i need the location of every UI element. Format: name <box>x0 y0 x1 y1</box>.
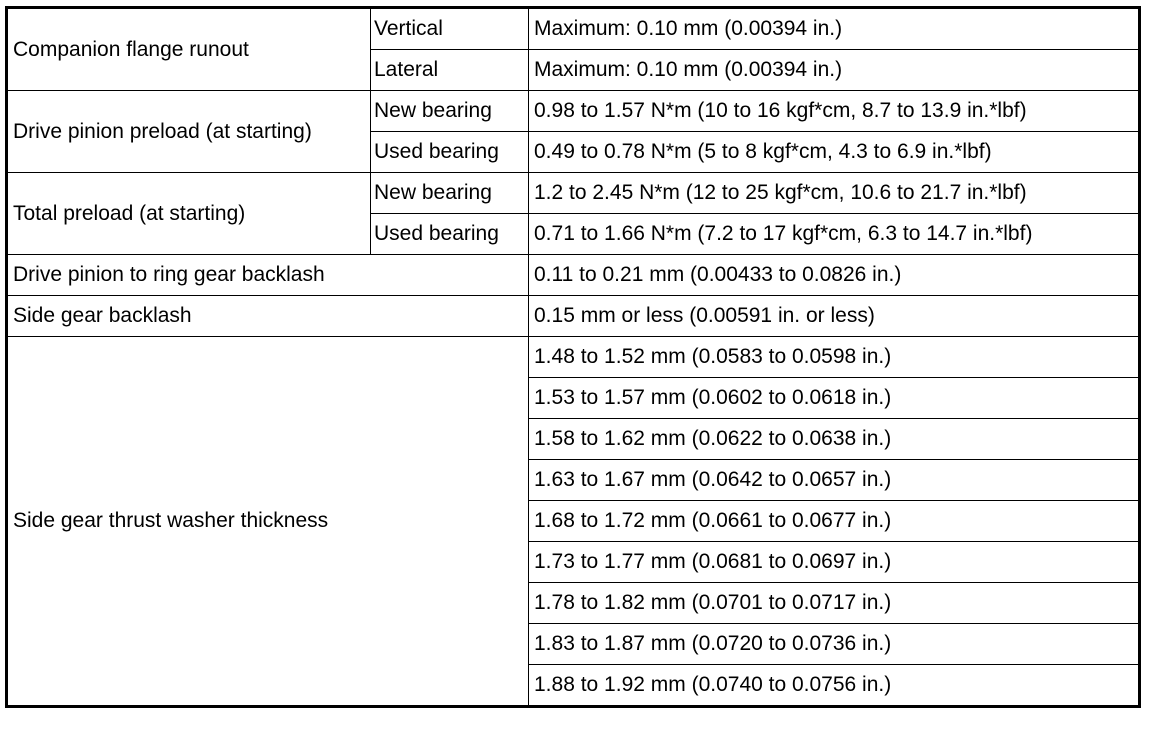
spec-value: Maximum: 0.10 mm (0.00394 in.) <box>529 50 1140 91</box>
item-label-drive-pinion-preload: Drive pinion preload (at starting) <box>7 91 371 173</box>
specification-table <box>5 6 1141 708</box>
condition-label-new-bearing: New bearing <box>371 173 529 214</box>
table-row <box>7 91 1140 132</box>
table-row <box>7 8 1140 50</box>
spec-value: 1.48 to 1.52 mm (0.0583 to 0.0598 in.) <box>529 337 1140 378</box>
condition-label-new-bearing: New bearing <box>371 91 529 132</box>
table-row <box>7 173 1140 214</box>
item-label-ring-gear-backlash: Drive pinion to ring gear backlash <box>7 255 529 296</box>
condition-label-lateral: Lateral <box>371 50 529 91</box>
spec-value: 1.88 to 1.92 mm (0.0740 to 0.0756 in.) <box>529 665 1140 707</box>
spec-value: 1.83 to 1.87 mm (0.0720 to 0.0736 in.) <box>529 624 1140 665</box>
table-row <box>7 296 1140 337</box>
condition-label-used-bearing: Used bearing <box>371 132 529 173</box>
item-label-total-preload: Total preload (at starting) <box>7 173 371 255</box>
spec-value: 1.78 to 1.82 mm (0.0701 to 0.0717 in.) <box>529 583 1140 624</box>
spec-value: 1.53 to 1.57 mm (0.0602 to 0.0618 in.) <box>529 378 1140 419</box>
spec-value: 0.49 to 0.78 N*m (5 to 8 kgf*cm, 4.3 to 6.9 in.*lbf) <box>529 132 1140 173</box>
item-label-thrust-washer-thickness: Side gear thrust washer thickness <box>7 337 529 707</box>
spec-value: 1.2 to 2.45 N*m (12 to 25 kgf*cm, 10.6 to 21.7 in.*lbf) <box>529 173 1140 214</box>
spec-value: 0.11 to 0.21 mm (0.00433 to 0.0826 in.) <box>529 255 1140 296</box>
spec-value: 0.15 mm or less (0.00591 in. or less) <box>529 296 1140 337</box>
spec-value: 0.71 to 1.66 N*m (7.2 to 17 kgf*cm, 6.3 to 14.7 in.*lbf) <box>529 214 1140 255</box>
condition-label-used-bearing: Used bearing <box>371 214 529 255</box>
condition-label-vertical: Vertical <box>371 8 529 50</box>
spec-value: 0.98 to 1.57 N*m (10 to 16 kgf*cm, 8.7 to 13.9 in.*lbf) <box>529 91 1140 132</box>
spec-value: 1.68 to 1.72 mm (0.0661 to 0.0677 in.) <box>529 501 1140 542</box>
table-row <box>7 337 1140 378</box>
spec-value: Maximum: 0.10 mm (0.00394 in.) <box>529 8 1140 50</box>
spec-value: 1.73 to 1.77 mm (0.0681 to 0.0697 in.) <box>529 542 1140 583</box>
item-label-side-gear-backlash: Side gear backlash <box>7 296 529 337</box>
spec-value: 1.63 to 1.67 mm (0.0642 to 0.0657 in.) <box>529 460 1140 501</box>
table-row <box>7 255 1140 296</box>
item-label-companion-flange-runout: Companion flange runout <box>7 8 371 91</box>
spec-value: 1.58 to 1.62 mm (0.0622 to 0.0638 in.) <box>529 419 1140 460</box>
